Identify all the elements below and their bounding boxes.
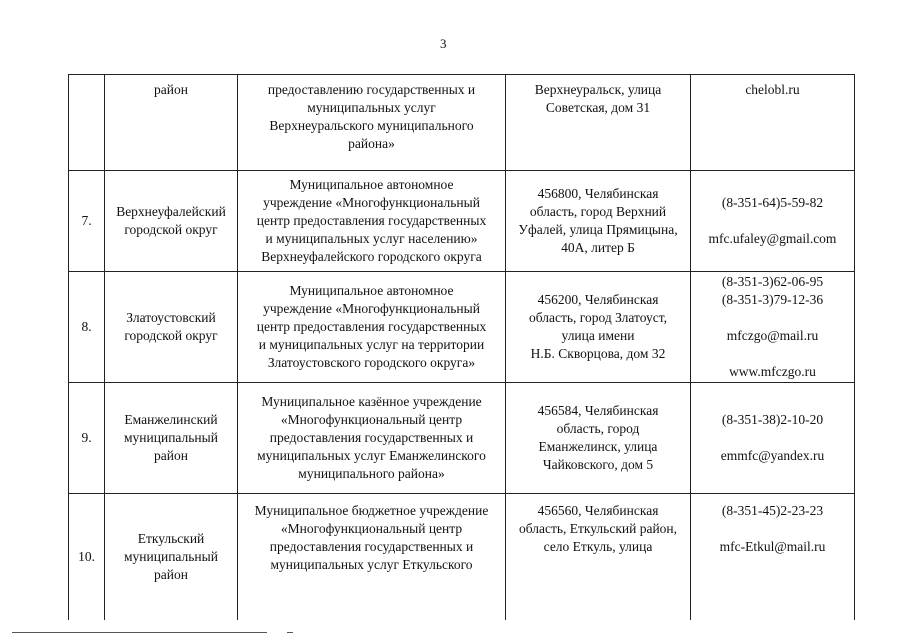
row-number: 10.	[78, 549, 95, 564]
contacts-line: (8-351-3)62-06-95	[721, 274, 824, 289]
contacts-line: (8-351-45)2-23-23	[721, 503, 824, 518]
address-line: Уфалей, улица Прямицына,	[518, 222, 678, 237]
district-name-line: район	[154, 448, 188, 463]
spacer	[694, 345, 851, 363]
table-row	[69, 383, 855, 494]
contacts-cell	[691, 171, 855, 272]
district-name-line: муниципальный	[124, 430, 218, 445]
address-line: 456584, Челябинская	[537, 403, 659, 418]
address-line: 40А, литер Б	[561, 240, 635, 255]
organization-name-line: и муниципальных услуг на территории	[258, 337, 485, 352]
address-line: 456200, Челябинская	[537, 292, 659, 307]
district-name-line: городской округ	[124, 222, 218, 237]
organization-name-line: центр предоставления государственных	[256, 213, 487, 228]
organization-name-line: предоставлению государственных и	[267, 82, 476, 97]
contacts-line: (8-351-38)2-10-20	[721, 412, 824, 427]
spacer	[694, 520, 851, 538]
organization-name-line: района»	[348, 136, 395, 151]
address-cell	[506, 383, 691, 494]
organization-name-line: Муниципальное казённое учреждение	[261, 394, 482, 409]
district-name-cell	[105, 171, 238, 272]
district-name-line: район	[154, 82, 188, 97]
district-name-line: Еткульский	[137, 531, 205, 546]
organization-name-line: учреждение «Многофункциональный	[263, 195, 480, 210]
district-name-line: муниципальный	[124, 549, 218, 564]
address-cell	[506, 75, 691, 171]
address-line: 456560, Челябинская	[537, 503, 659, 518]
table-row	[69, 494, 855, 621]
contacts-cell	[691, 494, 855, 621]
organization-name-cell	[238, 75, 506, 171]
row-number-cell	[69, 272, 105, 383]
row-number-cell	[69, 494, 105, 621]
organization-name-line: «Многофункциональный центр	[280, 412, 463, 427]
address-line: Н.Б. Скворцова, дом 32	[530, 346, 666, 361]
address-cell	[506, 494, 691, 621]
organization-name-line: центр предоставления государственных	[256, 319, 487, 334]
table-row	[69, 75, 855, 171]
table-row	[69, 171, 855, 272]
organization-name-line: Златоустовского городского округа»	[267, 355, 476, 370]
address-line: Чайковского, дом 5	[542, 457, 654, 472]
row-number-cell	[69, 75, 105, 171]
district-name-line: Верхнеуфалейский	[116, 204, 226, 219]
district-name-line: городской округ	[124, 328, 218, 343]
address-line: село Еткуль, улица	[543, 539, 653, 554]
organization-name-line: и муниципальных услуг населению»	[265, 231, 478, 246]
contacts-cell	[691, 383, 855, 494]
row-number: 9.	[81, 430, 92, 445]
organization-name-cell	[238, 494, 506, 621]
organization-name-line: муниципальных услуг Еткульского	[270, 557, 473, 572]
contacts-line: (8-351-3)79-12-36	[721, 292, 824, 307]
row-number: 7.	[81, 213, 92, 228]
address-cell	[506, 272, 691, 383]
district-name-line: Еманжелинский	[124, 412, 218, 427]
district-name-cell	[105, 272, 238, 383]
address-line: Верхнеуральск, улица	[534, 82, 662, 97]
organization-name-line: Муниципальное бюджетное учреждение	[254, 503, 489, 518]
contacts-line: chelobl.ru	[745, 82, 800, 97]
contacts-cell	[691, 75, 855, 171]
organization-name-line: муниципальных услуг Еманжелинского	[257, 448, 486, 463]
address-line: область, Еткульский район,	[518, 521, 678, 536]
contacts-line: emmfc@yandex.ru	[720, 448, 825, 463]
contacts-cell	[691, 272, 855, 383]
organization-name-line: предоставления государственных и	[269, 539, 474, 554]
mfc-directory-table	[68, 74, 855, 620]
organization-name-cell	[238, 272, 506, 383]
address-line: улица имени	[561, 328, 635, 343]
address-line: область, город	[556, 421, 640, 436]
contacts-line: mfc-Etkul@mail.ru	[719, 539, 826, 554]
organization-name-cell	[238, 383, 506, 494]
district-name-line: Златоустовский	[126, 310, 216, 325]
address-cell	[506, 171, 691, 272]
organization-name-line: «Многофункциональный центр	[280, 521, 463, 536]
organization-name-cell	[238, 171, 506, 272]
page-edge-tick	[287, 632, 293, 633]
district-name-line: район	[154, 567, 188, 582]
row-number-cell	[69, 171, 105, 272]
organization-name-line: Муниципальное автономное	[289, 177, 454, 192]
contacts-line: (8-351-64)5-59-82	[721, 195, 824, 210]
page-edge-line	[12, 632, 267, 633]
address-line: область, город Верхний	[529, 204, 667, 219]
organization-name-line: Верхнеуральского муниципального	[269, 118, 474, 133]
district-name-cell	[105, 383, 238, 494]
spacer	[694, 429, 851, 447]
organization-name-line: Верхнеуфалейского городского округа	[261, 249, 482, 264]
organization-name-line: учреждение «Многофункциональный	[263, 301, 480, 316]
spacer	[694, 212, 851, 230]
organization-name-line: Муниципальное автономное	[289, 283, 454, 298]
organization-name-line: муниципального района»	[298, 466, 445, 481]
address-line: Советская, дом 31	[545, 100, 651, 115]
address-line: 456800, Челябинская	[537, 186, 659, 201]
contacts-line: mfczgo@mail.ru	[726, 328, 819, 343]
district-name-cell	[105, 494, 238, 621]
district-name-cell	[105, 75, 238, 171]
row-number: 8.	[81, 319, 92, 334]
contacts-line: www.mfczgo.ru	[729, 364, 816, 379]
organization-name-line: предоставления государственных и	[269, 430, 474, 445]
row-number-cell	[69, 383, 105, 494]
spacer	[694, 309, 851, 327]
page-number: 3	[440, 36, 447, 51]
table-row	[69, 272, 855, 383]
contacts-line: mfc.ufaley@gmail.com	[708, 231, 837, 246]
organization-name-line: муниципальных услуг	[307, 100, 436, 115]
address-line: Еманжелинск, улица	[538, 439, 658, 454]
address-line: область, город Златоуст,	[528, 310, 668, 325]
